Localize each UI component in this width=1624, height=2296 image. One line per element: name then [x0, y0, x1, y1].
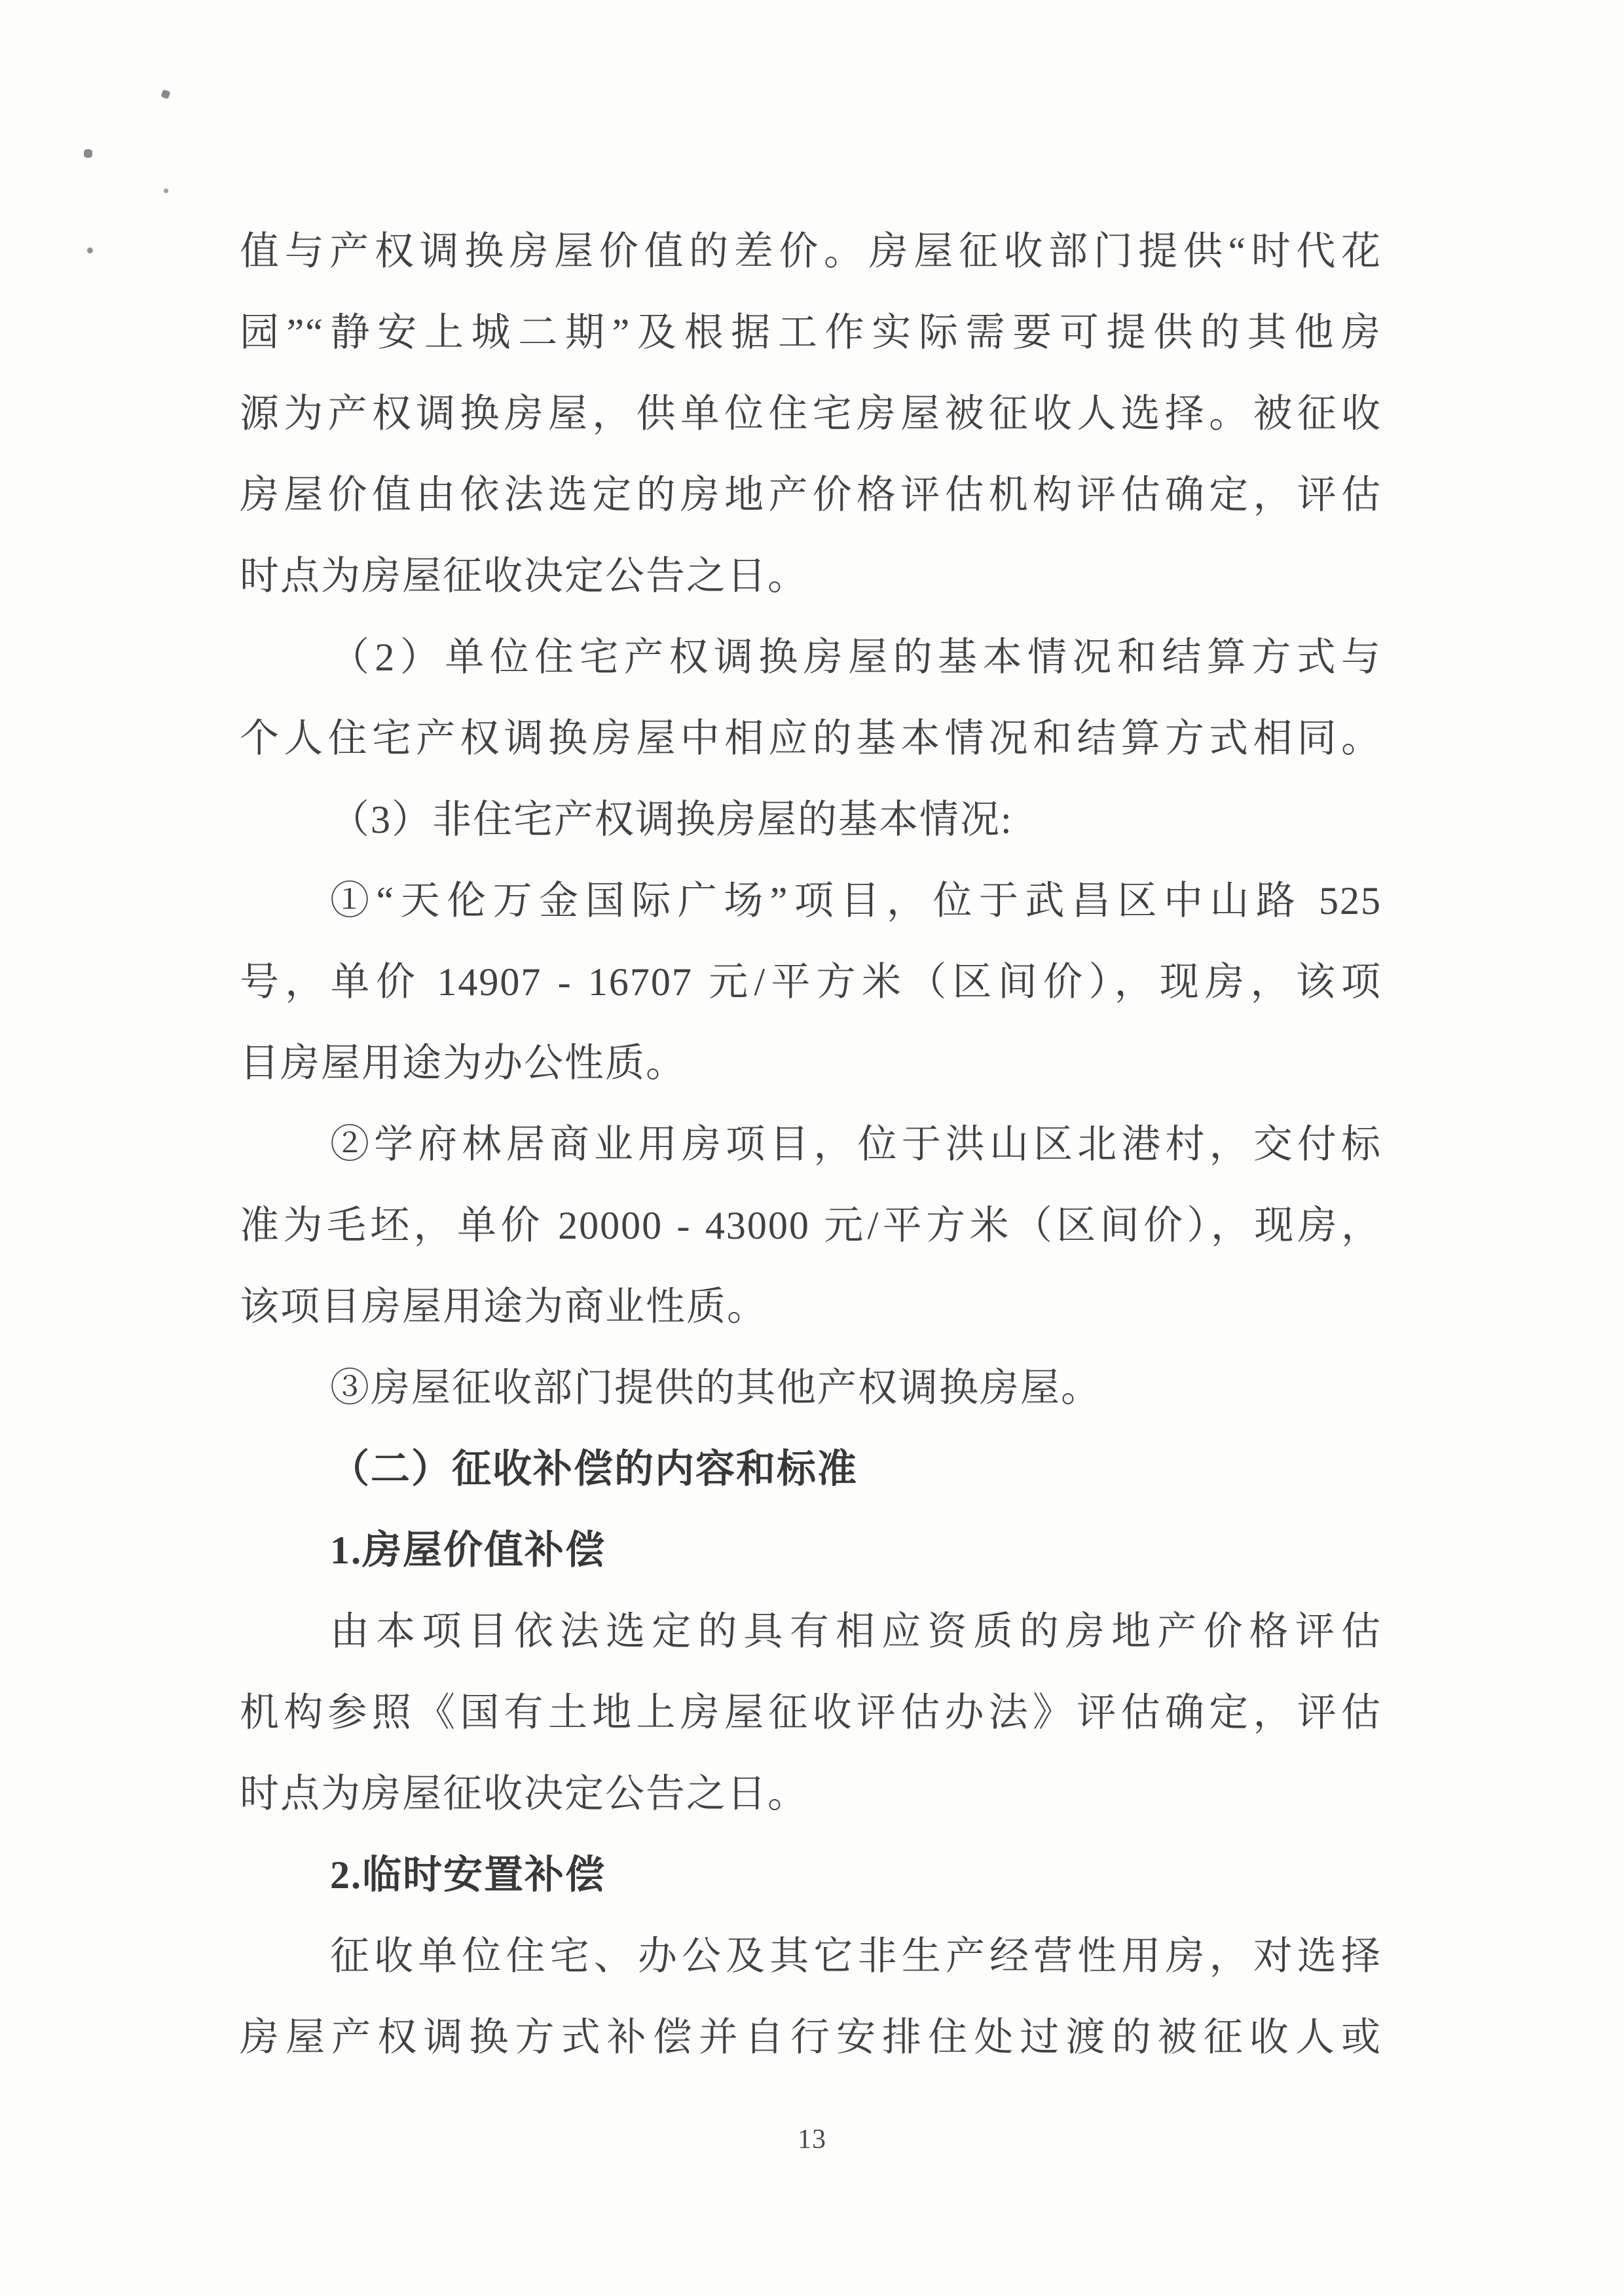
text-line: ③房屋征收部门提供的其他产权调换房屋。 — [330, 1366, 1101, 1410]
text-line: 时点为房屋征收决定公告之日。 — [240, 555, 808, 598]
text-line: （3）非住宅产权调换房屋的基本情况: — [330, 798, 1013, 841]
text-line: 征收单位住宅、办公及其它非生产经营性用房，对选择 — [330, 1935, 1382, 1978]
text-line: 目房屋用途为办公性质。 — [240, 1042, 686, 1085]
scan-speck — [164, 189, 168, 193]
text-line: 时点为房屋征收决定公告之日。 — [240, 1772, 808, 1815]
section-heading: （二）征收补偿的内容和标准 — [330, 1448, 858, 1491]
text-line: 个人住宅产权调换房屋中相应的基本情况和结算方式相同。 — [240, 717, 1382, 760]
text-line: 由本项目依法选定的具有相应资质的房地产价格评估 — [330, 1610, 1382, 1653]
text-line: 源为产权调换房屋，供单位住宅房屋被征收人选择。被征收 — [240, 392, 1382, 435]
page-number: 13 — [798, 2124, 826, 2155]
text-line: 房屋价值由依法选定的房地产价格评估机构评估确定，评估 — [240, 473, 1382, 517]
text-line: 准为毛坯，单价 20000 - 43000 元/平方米（区间价），现房， — [240, 1204, 1382, 1247]
text-line: 值与产权调换房屋价值的差价。房屋征收部门提供“时代花 — [240, 230, 1382, 273]
sub-heading: 1.房屋价值补偿 — [330, 1529, 606, 1572]
text-line: 该项目房屋用途为商业性质。 — [240, 1285, 767, 1328]
sub-heading: 2.临时安置补偿 — [330, 1853, 606, 1897]
scan-speck — [84, 149, 92, 158]
text-line: （2）单位住宅产权调换房屋的基本情况和结算方式与 — [330, 636, 1382, 679]
scan-speck — [87, 247, 93, 253]
text-line: 房屋产权调换方式补偿并自行安排住处过渡的被征收人或 — [240, 2016, 1382, 2059]
scan-speck — [160, 89, 170, 99]
text-line: ①“天伦万金国际广场”项目，位于武昌区中山路 525 — [330, 879, 1382, 922]
text-line: 机构参照《国有土地上房屋征收评估办法》评估确定，评估 — [240, 1691, 1382, 1734]
text-line: 号，单价 14907 - 16707 元/平方米（区间价），现房，该项 — [240, 960, 1382, 1004]
text-line: 园”“静安上城二期”及根据工作实际需要可提供的其他房 — [240, 311, 1382, 354]
text-line: ②学府林居商业用房项目，位于洪山区北港村，交付标 — [330, 1123, 1382, 1166]
document-body — [240, 211, 1382, 2078]
